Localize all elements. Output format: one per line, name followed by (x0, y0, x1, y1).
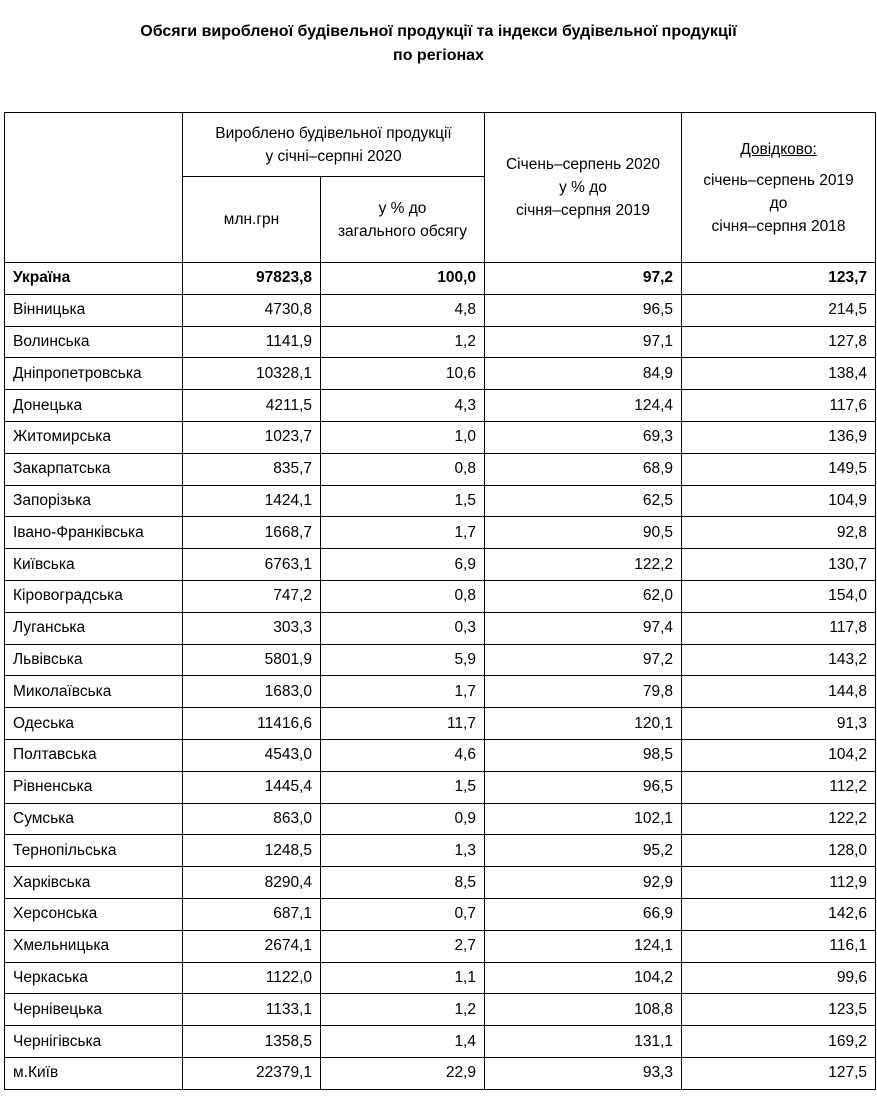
header-share (321, 177, 485, 263)
header-index-line-2: у % до (559, 179, 607, 196)
cell-mln-uah: 835,7 (183, 453, 321, 485)
cell-mln-uah: 10328,1 (183, 358, 321, 390)
page-title-line-2: по регіонах (393, 47, 484, 64)
cell-mln-uah: 4543,0 (183, 739, 321, 771)
cell-reference: 142,6 (682, 898, 876, 930)
cell-region: Запорізька (5, 485, 183, 517)
table-row (5, 549, 876, 581)
cell-region: Рівненська (5, 771, 183, 803)
header-produced-line-2: у січні–серпні 2020 (265, 147, 402, 165)
cell-mln-uah: 4730,8 (183, 294, 321, 326)
cell-index: 62,0 (485, 580, 682, 612)
cell-mln-uah: 11416,6 (183, 708, 321, 740)
cell-share: 4,3 (321, 390, 485, 422)
cell-reference: 112,2 (682, 771, 876, 803)
cell-index: 96,5 (485, 771, 682, 803)
cell-region: Київська (5, 549, 183, 581)
cell-mln-uah: 1122,0 (183, 962, 321, 994)
cell-region: Харківська (5, 867, 183, 899)
cell-share: 2,7 (321, 930, 485, 962)
header-index-line-1: Січень–серпень 2020 (505, 156, 661, 173)
cell-index: 68,9 (485, 453, 682, 485)
cell-region: Україна (5, 263, 183, 295)
cell-reference: 122,2 (682, 803, 876, 835)
cell-region: Івано-Франківська (5, 517, 183, 549)
table-row (5, 1026, 876, 1058)
header-index-line-3: січня–серпня 2019 (516, 202, 650, 219)
table-row (5, 867, 876, 899)
cell-index: 122,2 (485, 549, 682, 581)
cell-region: м.Київ (5, 1057, 183, 1089)
table-row (5, 803, 876, 835)
cell-region: Чернівецька (5, 994, 183, 1026)
header-reference-title: Довідково: (740, 140, 817, 158)
cell-share: 0,3 (321, 612, 485, 644)
header-produced (183, 113, 485, 177)
cell-mln-uah: 1445,4 (183, 771, 321, 803)
table-row (5, 930, 876, 962)
cell-share: 1,1 (321, 962, 485, 994)
table-row (5, 485, 876, 517)
cell-mln-uah: 4211,5 (183, 390, 321, 422)
table-row (5, 994, 876, 1026)
cell-region: Хмельницька (5, 930, 183, 962)
cell-index: 90,5 (485, 517, 682, 549)
cell-share: 11,7 (321, 708, 485, 740)
header-reference-line-1: січень–серпень 2019 (703, 171, 854, 189)
cell-reference: 149,5 (682, 453, 876, 485)
cell-region: Тернопільська (5, 835, 183, 867)
cell-share: 100,0 (321, 263, 485, 295)
cell-index: 124,1 (485, 930, 682, 962)
table-row (5, 358, 876, 390)
header-reference-line-2: до (769, 194, 788, 212)
page-title-line-1: Обсяги виробленої будівельної продукції та індекси будівельної продукції (140, 23, 737, 40)
cell-region: Донецька (5, 390, 183, 422)
cell-index: 79,8 (485, 676, 682, 708)
table-row (5, 835, 876, 867)
cell-share: 1,7 (321, 676, 485, 708)
cell-index: 92,9 (485, 867, 682, 899)
cell-mln-uah: 303,3 (183, 612, 321, 644)
cell-share: 1,7 (321, 517, 485, 549)
cell-index: 96,5 (485, 294, 682, 326)
table-body (5, 263, 876, 1090)
header-index (485, 113, 682, 263)
cell-reference: 116,1 (682, 930, 876, 962)
cell-index: 66,9 (485, 898, 682, 930)
cell-index: 97,2 (485, 263, 682, 295)
cell-reference: 92,8 (682, 517, 876, 549)
cell-region: Черкаська (5, 962, 183, 994)
cell-index: 97,4 (485, 612, 682, 644)
cell-reference: 128,0 (682, 835, 876, 867)
cell-region: Закарпатська (5, 453, 183, 485)
cell-reference: 127,5 (682, 1057, 876, 1089)
header-reference (682, 113, 876, 263)
cell-region: Вінницька (5, 294, 183, 326)
cell-reference: 127,8 (682, 326, 876, 358)
cell-reference: 214,5 (682, 294, 876, 326)
cell-reference: 91,3 (682, 708, 876, 740)
cell-mln-uah: 97823,8 (183, 263, 321, 295)
table-row (5, 294, 876, 326)
cell-region: Житомирська (5, 421, 183, 453)
table-row (5, 612, 876, 644)
table-row (5, 644, 876, 676)
cell-share: 8,5 (321, 867, 485, 899)
header-produced-line-1: Вироблено будівельної продукції (215, 124, 452, 142)
cell-region: Миколаївська (5, 676, 183, 708)
cell-mln-uah: 1683,0 (183, 676, 321, 708)
cell-share: 1,5 (321, 771, 485, 803)
table-row (5, 898, 876, 930)
cell-mln-uah: 1023,7 (183, 421, 321, 453)
cell-reference: 112,9 (682, 867, 876, 899)
cell-reference: 99,6 (682, 962, 876, 994)
cell-index: 93,3 (485, 1057, 682, 1089)
cell-reference: 143,2 (682, 644, 876, 676)
cell-region: Полтавська (5, 739, 183, 771)
cell-index: 102,1 (485, 803, 682, 835)
cell-index: 97,2 (485, 644, 682, 676)
cell-share: 0,8 (321, 580, 485, 612)
cell-region: Кіровоградська (5, 580, 183, 612)
cell-mln-uah: 1668,7 (183, 517, 321, 549)
table-row (5, 1057, 876, 1089)
cell-index: 62,5 (485, 485, 682, 517)
cell-mln-uah: 2674,1 (183, 930, 321, 962)
cell-index: 120,1 (485, 708, 682, 740)
cell-share: 0,7 (321, 898, 485, 930)
header-region (5, 113, 183, 263)
cell-share: 4,8 (321, 294, 485, 326)
cell-share: 6,9 (321, 549, 485, 581)
cell-index: 97,1 (485, 326, 682, 358)
table-row (5, 771, 876, 803)
table-row (5, 739, 876, 771)
cell-mln-uah: 5801,9 (183, 644, 321, 676)
cell-share: 1,2 (321, 994, 485, 1026)
cell-share: 1,2 (321, 326, 485, 358)
cell-share: 1,5 (321, 485, 485, 517)
cell-mln-uah: 1358,5 (183, 1026, 321, 1058)
cell-reference: 138,4 (682, 358, 876, 390)
cell-reference: 123,7 (682, 263, 876, 295)
cell-index: 98,5 (485, 739, 682, 771)
cell-region: Сумська (5, 803, 183, 835)
cell-share: 5,9 (321, 644, 485, 676)
table-row-total (5, 263, 876, 295)
header-mln-uah: млн.грн (183, 177, 321, 263)
cell-share: 1,0 (321, 421, 485, 453)
cell-index: 124,4 (485, 390, 682, 422)
header-share-line-2: загального обсягу (337, 222, 468, 240)
cell-reference: 130,7 (682, 549, 876, 581)
cell-index: 84,9 (485, 358, 682, 390)
table-row (5, 326, 876, 358)
header-reference-line-3: січня–серпня 2018 (711, 217, 846, 235)
cell-mln-uah: 687,1 (183, 898, 321, 930)
cell-share: 10,6 (321, 358, 485, 390)
cell-share: 22,9 (321, 1057, 485, 1089)
table-row (5, 421, 876, 453)
cell-region: Волинська (5, 326, 183, 358)
table-row (5, 708, 876, 740)
cell-index: 104,2 (485, 962, 682, 994)
regions-table (4, 112, 876, 1090)
cell-region: Одеська (5, 708, 183, 740)
cell-region: Дніпропетровська (5, 358, 183, 390)
cell-share: 0,9 (321, 803, 485, 835)
table-header (5, 113, 876, 263)
cell-reference: 136,9 (682, 421, 876, 453)
cell-index: 131,1 (485, 1026, 682, 1058)
table-row (5, 962, 876, 994)
cell-share: 4,6 (321, 739, 485, 771)
cell-mln-uah: 747,2 (183, 580, 321, 612)
cell-region: Чернігівська (5, 1026, 183, 1058)
cell-index: 95,2 (485, 835, 682, 867)
cell-reference: 104,9 (682, 485, 876, 517)
table-row (5, 517, 876, 549)
cell-reference: 117,6 (682, 390, 876, 422)
cell-region: Львівська (5, 644, 183, 676)
cell-mln-uah: 1133,1 (183, 994, 321, 1026)
cell-mln-uah: 6763,1 (183, 549, 321, 581)
cell-mln-uah: 22379,1 (183, 1057, 321, 1089)
cell-reference: 144,8 (682, 676, 876, 708)
page-title (0, 20, 877, 68)
table-row (5, 453, 876, 485)
cell-share: 1,3 (321, 835, 485, 867)
cell-region: Луганська (5, 612, 183, 644)
header-share-line-1: у % до (378, 199, 427, 217)
table-row (5, 580, 876, 612)
cell-index: 108,8 (485, 994, 682, 1026)
cell-reference: 104,2 (682, 739, 876, 771)
cell-share: 1,4 (321, 1026, 485, 1058)
cell-mln-uah: 8290,4 (183, 867, 321, 899)
cell-index: 69,3 (485, 421, 682, 453)
cell-share: 0,8 (321, 453, 485, 485)
cell-reference: 169,2 (682, 1026, 876, 1058)
cell-mln-uah: 863,0 (183, 803, 321, 835)
cell-reference: 154,0 (682, 580, 876, 612)
cell-mln-uah: 1424,1 (183, 485, 321, 517)
table-row (5, 390, 876, 422)
cell-mln-uah: 1248,5 (183, 835, 321, 867)
cell-reference: 123,5 (682, 994, 876, 1026)
cell-reference: 117,8 (682, 612, 876, 644)
cell-region: Херсонська (5, 898, 183, 930)
table-row (5, 676, 876, 708)
cell-mln-uah: 1141,9 (183, 326, 321, 358)
